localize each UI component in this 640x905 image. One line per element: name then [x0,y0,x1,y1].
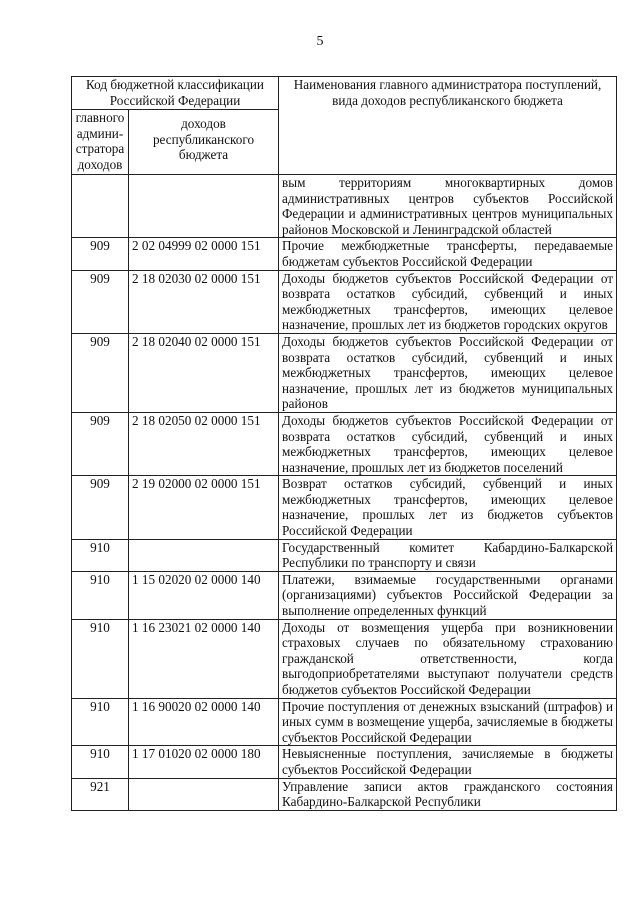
admin-code-cell [72,175,129,238]
table-row [72,238,617,270]
income-code-cell [129,778,279,810]
admin-code-cell: 910 [72,571,129,619]
admin-code-cell: 909 [72,238,129,270]
admin-code-cell: 909 [72,412,129,475]
income-code-cell [129,539,279,571]
income-code-cell: 1 16 23021 02 0000 140 [129,619,279,698]
budget-classification-table [71,76,617,811]
income-name-cell: Государственный комитет Кабардино-Балкарской Республики по транспорту и связи [279,539,617,571]
income-code-cell: 2 18 02050 02 0000 151 [129,412,279,475]
income-name-cell: Доходы бюджетов субъектов Российской Федерации от возврата остатков субсидий, субвенций и иных межбюджетных трансфертов, имеющих целевое назначение, прошлых лет из бюджетов городских округов [279,270,617,333]
table-row [72,619,617,698]
table-row [72,539,617,571]
admin-code-cell: 910 [72,619,129,698]
income-code-cell: 1 15 02020 02 0000 140 [129,571,279,619]
table-row [72,746,617,778]
income-code-cell: 2 18 02030 02 0000 151 [129,270,279,333]
income-code-cell: 2 18 02040 02 0000 151 [129,333,279,412]
admin-code-cell: 921 [72,778,129,810]
header-income-column: доходов республиканского бюджета [129,110,279,175]
table-row [72,476,617,539]
income-name-cell: Доходы бюджетов субъектов Российской Федерации от возврата остатков субсидий, субвенций и иных межбюджетных трансфертов, имеющих целевое назначение, прошлых лет из бюджетов муниципальных районов [279,333,617,412]
income-name-cell: вым территориям многоквартирных домов административных центров субъектов Российской Федерации и административных центров муниципальных районов Московской и Ленинградской областей [279,175,617,238]
page-number: 5 [316,34,324,49]
income-name-cell: Невыясненные поступления, зачисляемые в бюджеты субъектов Российской Федерации [279,746,617,778]
income-code-cell: 2 02 04999 02 0000 151 [129,238,279,270]
income-name-cell: Возврат остатков субсидий, субвенций и иных межбюджетных трансфертов, имеющих целевое назначение, прошлых лет из бюджетов субъектов Российской Федерации [279,476,617,539]
header-group-title: Код бюджетной классификации Российской Федерации [72,77,279,110]
table-body [72,175,617,811]
income-name-cell: Платежи, взимаемые государственными органами (организациями) субъектов Российской Федерации за выполнение определенных функций [279,571,617,619]
table-row [72,778,617,810]
income-code-cell [129,175,279,238]
income-name-cell: Доходы от возмещения ущерба при возникновении страховых случаев по обязательному страхованию гражданской ответственности, когда выгодоприобретателями выступают получатели средств бюджетов субъектов Российской Федерации [279,619,617,698]
header-name-column: Наименования главного администратора поступлений, вида доходов республиканского бюджета [279,77,617,175]
table-row [72,333,617,412]
admin-code-cell: 910 [72,746,129,778]
table-row [72,270,617,333]
income-code-cell: 1 17 01020 02 0000 180 [129,746,279,778]
table-row [72,571,617,619]
header-admin-column: главного админи- стратора доходов [72,110,129,175]
income-name-cell: Прочие межбюджетные трансферты, передаваемые бюджетам субъектов Российской Федерации [279,238,617,270]
table-row [72,175,617,238]
admin-code-cell: 910 [72,698,129,746]
admin-code-cell: 910 [72,539,129,571]
income-name-cell: Прочие поступления от денежных взысканий (штрафов) и иных сумм в возмещение ущерба, зачисляемые в бюджеты субъектов Российской Федерации [279,698,617,746]
income-name-cell: Управление записи актов гражданского состояния Кабардино-Балкарской Республики [279,778,617,810]
income-code-cell: 1 16 90020 02 0000 140 [129,698,279,746]
admin-code-cell: 909 [72,476,129,539]
income-name-cell: Доходы бюджетов субъектов Российской Федерации от возврата остатков субсидий, субвенций и иных межбюджетных трансфертов, имеющих целевое назначение, прошлых лет из бюджетов поселений [279,412,617,475]
admin-code-cell: 909 [72,333,129,412]
income-code-cell: 2 19 02000 02 0000 151 [129,476,279,539]
table-row [72,698,617,746]
table-header [72,77,617,175]
admin-code-cell: 909 [72,270,129,333]
table-row [72,412,617,475]
